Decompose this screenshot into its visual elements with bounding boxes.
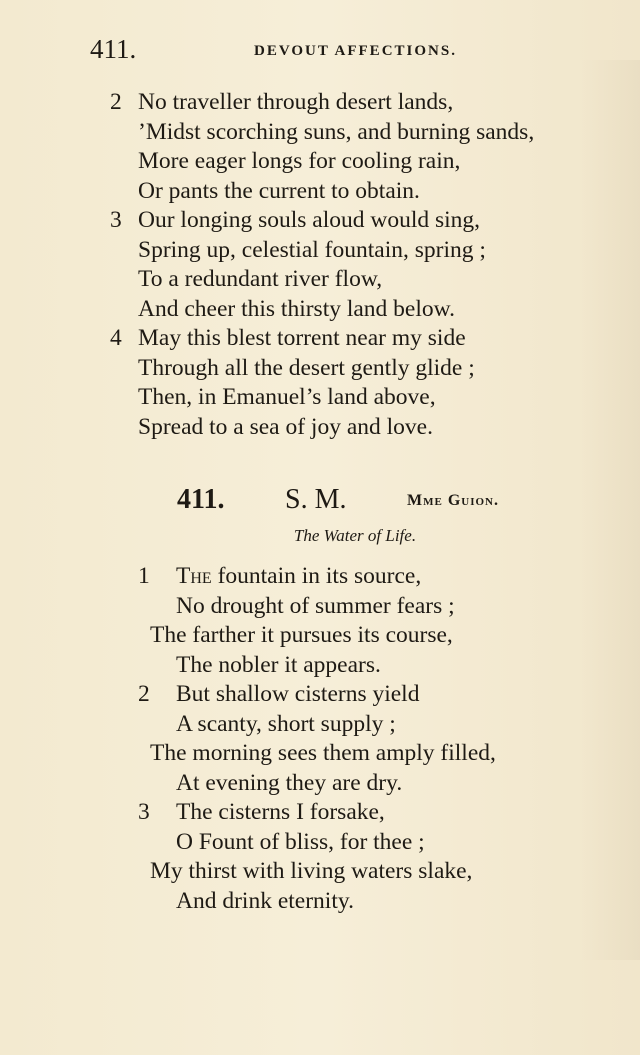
verse-line: The farther it pursues its course, (150, 622, 453, 648)
stanza-number: 1 (138, 563, 150, 589)
verse-line: No drought of summer fears ; (176, 592, 455, 619)
verse-line: At evening they are dry. (176, 769, 403, 796)
verse-line: More eager longs for cooling rain, (138, 148, 461, 174)
stanza-number: 3 (138, 799, 150, 825)
verse-line: ’Midst scorching suns, and burning sands, (138, 118, 535, 145)
hymn-number: 411. (177, 484, 225, 515)
page-number: 411. (90, 34, 137, 64)
page-bleed-through (580, 60, 640, 960)
verse-line: Then, in Emanuel’s land above, (138, 384, 436, 410)
stanza-number: 4 (110, 325, 122, 351)
verse-line: Our longing souls aloud would sing, (138, 207, 481, 233)
verse-line: To a redundant river flow, (138, 266, 383, 292)
stanza-number: 2 (110, 89, 122, 115)
verse-line: Through all the desert gently glide ; (138, 354, 475, 381)
verse-line: A scanty, short supply ; (176, 710, 396, 737)
verse-line: But shallow cisterns yield (176, 681, 420, 707)
verse-line: Or pants the current to obtain. (138, 177, 420, 204)
hymn-meter: S. M. (285, 484, 347, 515)
verse-line: No traveller through desert lands, (138, 89, 454, 115)
hymn-title: The Water of Life. (293, 526, 417, 545)
verse-line: My thirst with living waters slake, (150, 858, 473, 884)
first-word-small-caps: The (176, 563, 212, 589)
verse-line: And cheer this thirsty land below. (138, 295, 455, 322)
verse-line: May this blest torrent near my side (138, 325, 466, 351)
stanza-number: 3 (110, 207, 122, 233)
verse-line-rest: fountain in its source, (211, 563, 422, 589)
hymn-author: Mme Guion. (407, 492, 499, 509)
verse-line: The cisterns I forsake, (176, 799, 385, 825)
verse-line: Spread to a sea of joy and love. (138, 413, 433, 440)
verse-line: And drink eternity. (176, 887, 354, 914)
verse-line: Spring up, celestial fountain, spring ; (138, 236, 486, 263)
verse-line: The nobler it appears. (176, 651, 381, 678)
running-title: DEVOUT AFFECTIONS. (254, 43, 457, 59)
verse-line: O Fount of bliss, for thee ; (176, 828, 425, 855)
verse-line (150, 562, 455, 592)
hymn-heading (177, 484, 537, 524)
stanza-number: 2 (138, 681, 150, 707)
verse-line: The morning sees them amply filled, (150, 740, 496, 766)
page-header (90, 34, 560, 68)
